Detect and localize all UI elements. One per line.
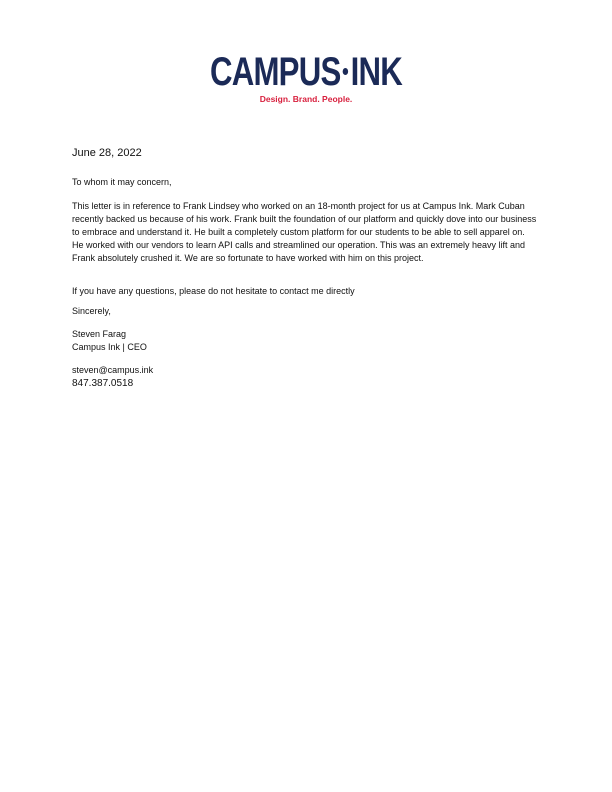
contact-email: steven@campus.ink [72,365,154,375]
signature-block [72,328,537,354]
contact-phone: 847.387.0518 [72,378,134,389]
logo-dot-icon [343,68,348,75]
letterhead [0,50,612,104]
letter-paragraph: This letter is in reference to Frank Lindsey who worked on an 18-month project for us at Campus Ink. Mark Cuban recently backed us because of his work. Frank built the foundation of our platform and quickly dove into our business to embrace and understand it. He built a completely custom platform for our students to be able to sell apparel on. He worked with our vendors to learn API calls and streamlined our operation. This was an extremely heavy lift and Frank absolutely crushed it. We are so fortunate to have worked with him on this project. [72,201,537,263]
logo-text-campus: CAMPUS [209,50,341,94]
letter-body [72,146,537,390]
campus-ink-logo [67,50,544,94]
signer-title: Campus Ink | CEO [72,342,147,352]
signer-name: Steven Farag [72,329,127,339]
contact-details [72,364,537,390]
letter-salutation: To whom it may concern, [72,177,172,187]
letter-date: June 28, 2022 [72,147,142,159]
letter-closing: Sincerely, [72,306,111,316]
logo-text-ink: INK [350,50,403,94]
logo-tagline: Design. Brand. People. [259,94,353,104]
contact-invitation: If you have any questions, please do not hesitate to contact me directly [72,286,355,296]
